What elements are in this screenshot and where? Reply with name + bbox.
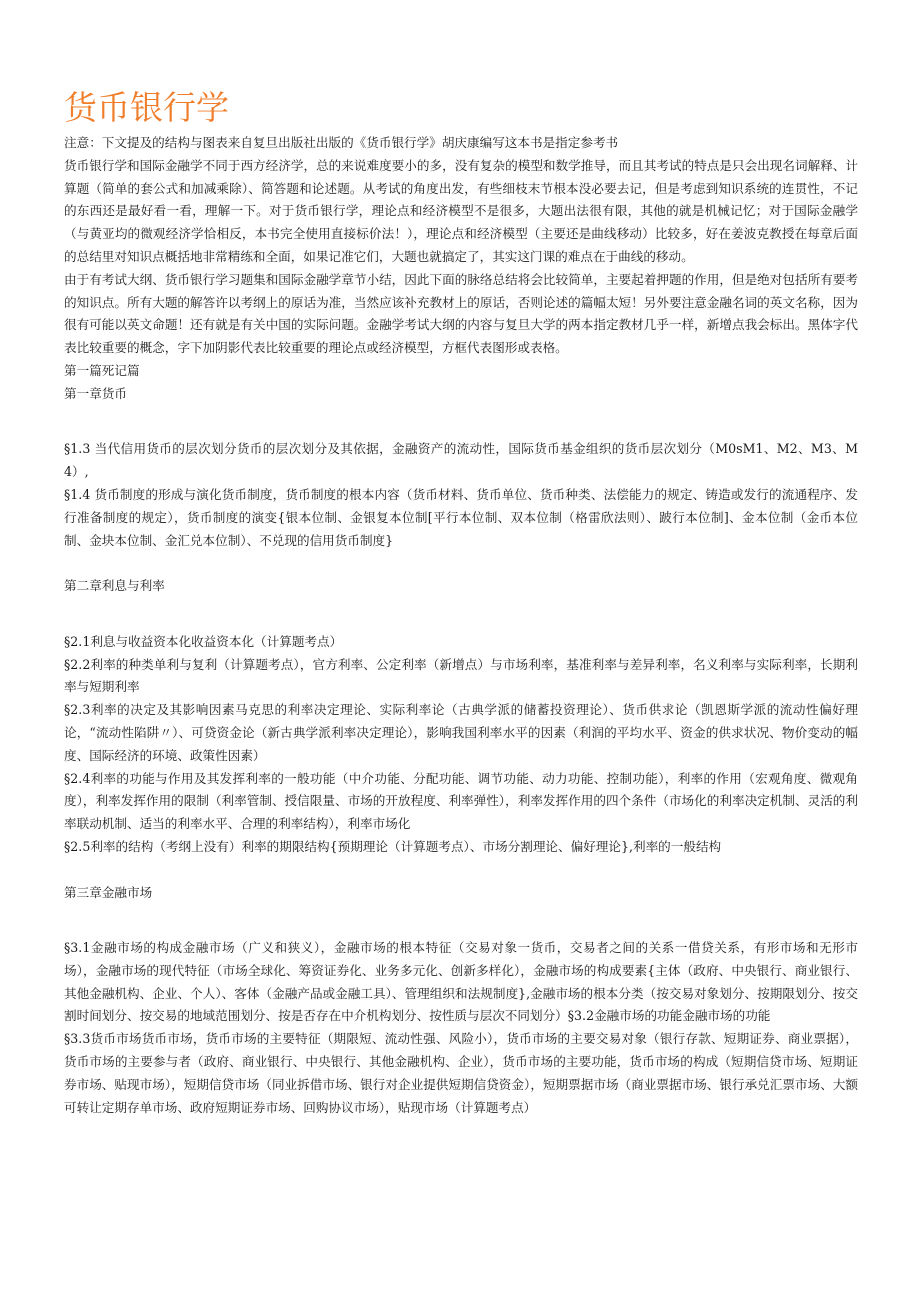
section-3-3: §3.3货币市场货币市场，货币市场的主要特征（期限短、流动性强、风险小），货币市场的主要交易对象（银行存款、短期证券、商业票据），货币市场的主要参与者（政府、商业银行、中央银行、其他金融机构、企业），货币市场的主要功能，货币市场的构成（短期信贷市场、短期证券市场、贴现市场），短期信贷市场（同业拆借市场、银行对企业提供短期信贷资金），短期票据市场（商业票据市场、银行承兑汇票市场、大额可转让定期存单市场、政府短期证券市场、回购协议市场），贴现市场（计算题考点）: [64, 1031, 858, 1115]
spacer: [64, 428, 858, 438]
section-2-1: §2.1利息与收益资本化收益资本化（计算题考点）: [64, 633, 343, 649]
spacer: [64, 552, 858, 575]
document-title: 货币银行学: [64, 88, 229, 127]
document-page: [64, 88, 858, 1119]
study-guide-paragraph: 由于有考试大纲、货币银行学习题集和国际金融学章节小结，因此下面的脉络总结将会比较简单，主要起着押题的作用，但是绝对包括所有要考的知识点。所有大题的解答许以考纲上的原话为准，当然应该补充教材上的原话，否则论述的篇幅太短！另外要注意金融名词的英文名称，因为很有可能以英文命题！还有就是有关中国的实际问题。金融学考试大纲的内容与复旦大学的两本指定教材几乎一样，新增点我会标出。黑体字代表比较重要的概念，字下加阴影代表比较重要的理论点或经济模型，方框代表图形或表格。: [64, 271, 858, 356]
spacer: [64, 927, 858, 937]
part-heading: 第一篇死记篇: [64, 362, 140, 378]
chapter-heading-1: 第一章货币: [64, 385, 127, 401]
chapter-heading-2: 第二章利息与利率: [64, 578, 165, 594]
section-2-3: §2.3利率的决定及其影响因素马克思的利率决定理论、实际利率论（古典学派的储蓄投资理论）、货币供求论（凯恩斯学派的流动性偏好理论，“流动性陷阱〃）、可贷资金论（新古典学派利率决定理论），影响我国利率水平的因素（利润的平均水平、资金的供求状况、物价变动的幅度、国际经济的环境、政策性因素）: [64, 702, 858, 763]
intro-paragraph: 货币银行学和国际金融学不同于西方经济学，总的来说难度要小的多，没有复杂的模型和数学推导，而且其考试的特点是只会出现名词解释、计算题（简单的套公式和加减乘除）、简答题和论述题。从考试的角度出发，有些细枝末节根本没必要去记，但是考虑到知识系统的连贯性，不记的东西还是最好看一看，理解一下。对于货币银行学，理论点和经济模型不是很多，大题出法很有限，其他的就是机械记忆；对于国际金融学（与黄亚均的微观经济学恰相反，本书完全使用直接标价法！），理论点和经济模型（主要还是曲线移动）比较多，好在姜波克教授在每章后面的总结里对知识点概括地非常精练和全面，如果记准它们，大题也就搞定了，其实这门课的难点在于曲线的移动。: [64, 157, 858, 264]
section-1-3: §1.3 当代信用货币的层次划分货币的层次划分及其依据，金融资产的流动性，国际货币基金组织的货币层次划分（M0sM1、M2、M3、M4）,: [64, 441, 858, 480]
reference-note: 注意：下文提及的结构与图表来自复旦出版社出版的《货币银行学》胡庆康编写这本书是指定参考书: [64, 135, 619, 150]
section-1-4: §1.4 货币制度的形成与演化货币制度，货币制度的根本内容（货币材料、货币单位、货币种类、法偿能力的规定、铸造或发行的流通程序、发行准备制度的规定），货币制度的演变{银本位制、金银复本位制[平行本位制、双本位制（格雷欣法则）、跛行本位制]、金本位制（金币本位制、金块本位制、金汇兑本位制）、不兑现的信用货币制度}: [64, 486, 858, 548]
spacer: [64, 406, 858, 429]
section-2-2: §2.2利率的种类单利与复利（计算题考点），官方利率、公定利率（新增点）与市场利率，基准利率与差异利率，名义利率与实际利率，长期利率与短期利率: [64, 656, 858, 695]
section-2-5: §2.5利率的结构（考纲上没有）利率的期限结构{预期理论（计算题考点）、市场分割理论、偏好理论},利率的一般结构: [64, 838, 722, 854]
section-3-1: §3.1金融市场的构成金融市场（广义和狭义），金融市场的根本特征（交易对象一货币，交易者之间的关系一借贷关系，有形市场和无形市场），金融市场的现代特征（市场全球化、筹资证券化、业务多元化、创新多样化），金融市场的构成要素{主体（政府、中央银行、商业银行、其他金融机构、企业、个人）、客体（金融产品或金融工具）、管理组织和法规制度},金融市场的根本分类（按交易对象划分、按期限划分、按交割时间划分、按交易的地域范围划分、按是否存在中介机构划分、按性质与层次不同划分）§3.2金融市场的功能金融市场的功能: [64, 940, 858, 1024]
chapter-heading-3: 第三章金融市场: [64, 884, 153, 900]
spacer: [64, 621, 858, 631]
spacer: [64, 859, 858, 882]
spacer: [64, 598, 858, 621]
section-2-4: §2.4利率的功能与作用及其发挥利率的一般功能（中介功能、分配功能、调节功能、动力功能、控制功能），利率的作用（宏观角度、微观角度），利率发挥作用的限制（利率管制、授信限量、市场的开放程度、利率弹性），利率发挥作用的四个条件（市场化的利率决定机制、灵活的利率联动机制、适当的利率水平、合理的利率结构），利率市场化: [64, 770, 858, 832]
spacer: [64, 904, 858, 927]
